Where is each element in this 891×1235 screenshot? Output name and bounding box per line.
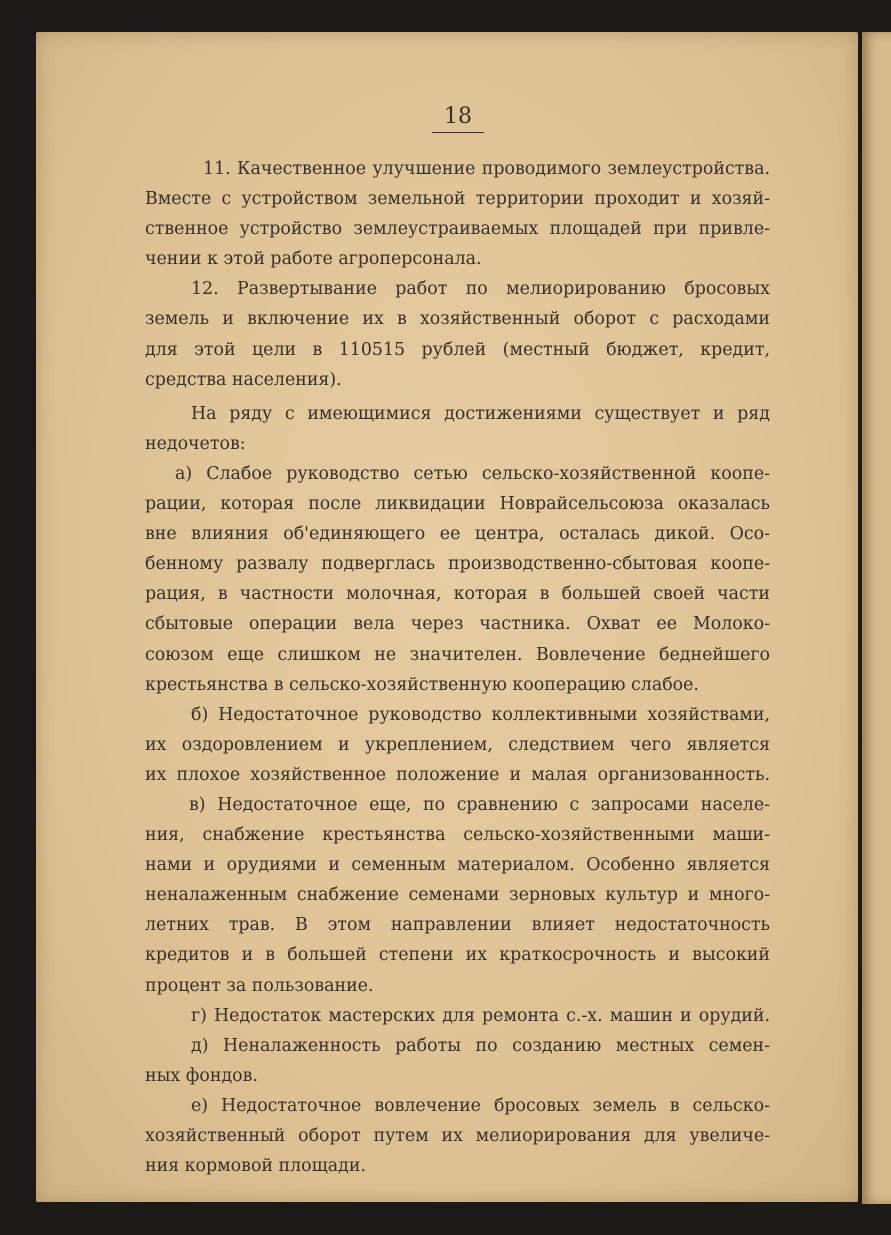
text-line: бенному развалу подверглась производственно-сбытовая коопе- [145, 554, 770, 575]
text-line: летних трав. В этом направлении влияет недостаточность [145, 915, 770, 936]
text-line: ных фондов. [145, 1065, 258, 1086]
text-line: ственное устройство землеустраиваемых площадей при привле- [145, 219, 770, 240]
text-line: 11. Качественное улучшение проводимого землеустройства. [203, 159, 770, 179]
text-line: земель и включение их в хозяйственный оборот с расходами [145, 309, 770, 330]
text-line: их оздоровлением и укреплением, следствием чего является [145, 734, 770, 755]
text-line: союзом еще слишком не значителен. Вовлечение беднейшего [145, 644, 770, 665]
text-line: их плохое хозяйственное положение и малая организованность. [145, 764, 770, 785]
text-line: в) Недостаточное еще, по сравнению с запросами населе- [189, 794, 770, 815]
text-line: рация, в частности молочная, которая в большей своей части [145, 584, 770, 605]
text-line: сбытовые операции вела через частника. Охват ее Молоко- [145, 614, 770, 635]
text-line: Вместе с устройством земельной территории проходит и хозяй- [145, 189, 770, 210]
text-line: чении к этой работе агроперсонала. [145, 249, 482, 270]
text-line: б) Недостаточное руководство коллективными хозяйствами, [191, 704, 770, 725]
text-line: ния, снабжение крестьянства сельско-хозяйственными маши- [145, 825, 770, 846]
text-line: ния кормовой площади. [145, 1156, 367, 1177]
text-line: вне влияния об'единяющего ее центра, осталась дикой. Осо- [145, 524, 770, 545]
text-line: неналаженным снабжение семенами зерновых культур и много- [145, 885, 770, 906]
text-line: нами и орудиями и семенным материалом. Особенно является [145, 855, 770, 876]
next-page-edge [862, 32, 891, 1204]
text-line: е) Недостаточное вовлечение бросовых земель в сельско- [191, 1095, 770, 1116]
page-number: 18 [432, 104, 484, 133]
text-line: процент за пользование. [145, 975, 374, 996]
text-line: г) Недостаток мастерских для ремонта с.-х. машин и орудий. [191, 1005, 770, 1026]
text-line: хозяйственный оборот путем их мелиорирования для увеличе- [145, 1126, 770, 1146]
text-line: средства населения). [145, 369, 342, 390]
text-line: для этой цели в 110515 рублей (местный бюджет, кредит, [145, 339, 770, 360]
text-line: 12. Развертывание работ по мелиорированию бросовых [191, 279, 770, 300]
text-line: рации, которая после ликвидации Новрайсельсоюза оказалась [145, 494, 770, 515]
text-line: кредитов и в большей степени их краткосрочность и высокий [145, 945, 770, 966]
text-line: д) Неналаженность работы по созданию местных семен- [191, 1035, 770, 1056]
text-line: недочетов: [145, 433, 246, 454]
text-line: На ряду с имеющимися достижениями существует и ряд [191, 403, 770, 424]
page-body [145, 154, 770, 1181]
text-line: а) Слабое руководство сетью сельско-хозяйственной коопе- [175, 463, 770, 484]
text-line: крестьянства в сельско-хозяйственную кооперацию слабое. [145, 674, 699, 695]
